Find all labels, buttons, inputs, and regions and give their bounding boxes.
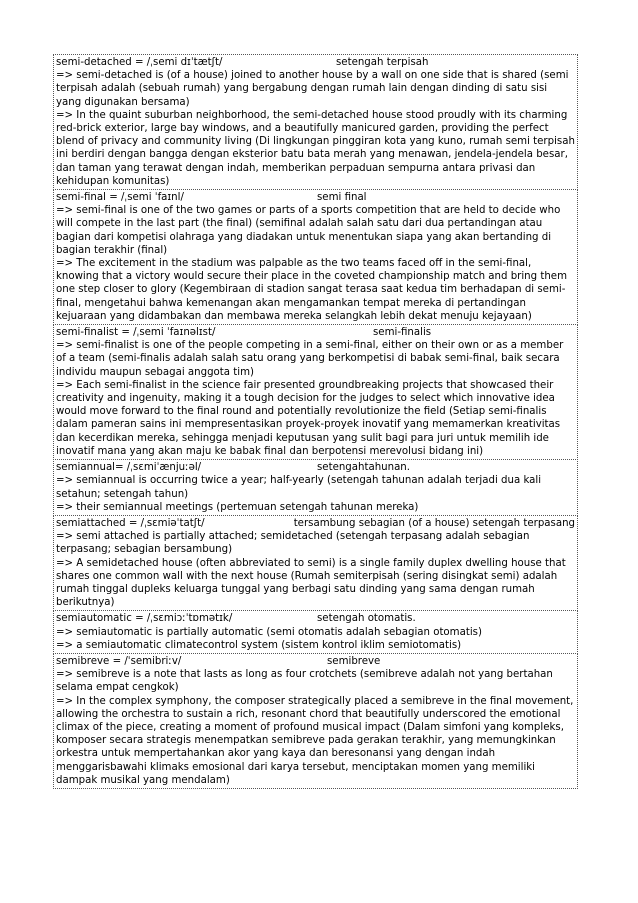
entry-header <box>56 517 575 530</box>
headword: semi-final = /ˌsemi ˈfaɪnl/ <box>56 192 184 204</box>
definition: => semiannual is occurring twice a year; half-yearly (setengah tahunan adalah terjadi dua kali setahun; setengah tahun) <box>56 475 542 500</box>
translation: setengahtahunan. <box>317 462 411 474</box>
entry-semiautomatic <box>53 610 578 654</box>
headword: semiautomatic = /ˌsɛmiɔːˈtɒmətɪk/ <box>56 613 233 625</box>
dictionary-entries <box>53 55 578 789</box>
entry-header <box>56 191 575 204</box>
entry-semiannual <box>53 459 578 516</box>
translation: tersambung sebagian (of a house) setengah terpasang <box>293 517 575 529</box>
definition: => semi-final is one of the two games or parts of a sports competition that are held to decide who will compete in the last part (the final) (semifinal adalah salah satu dari dua pertandingan atau bagian dari kompetisi olahraga yang diadakan untuk menentukan siapa yang akan bertanding di bagian terakhir (final) <box>56 205 561 256</box>
headword: semibreve = /ˈsemibriːv/ <box>56 655 182 667</box>
definition: => semiautomatic is partially automatic (semi otomatis adalah sebagian otomatis) <box>56 626 482 638</box>
example: => Each semi-finalist in the science fair presented groundbreaking projects that showcased their creativity and ingenuity, making it a tough decision for the judges to select which innovative idea would move forward to the final round and potentially revolutionize the field (Setiap semi-finalis dalam pameran sains ini mempresentasikan proyek-proyek inovatif yang memamerkan kreativitas dan kecerdikan mereka, sehingga menjadi keputusan yang sulit bagi para juri untuk memilih ide inovatif mana yang akan maju ke babak final dan berpotensi merevolusi bidang ini) <box>56 379 561 457</box>
entry-header <box>56 326 575 339</box>
definition: => semi-detached is (of a house) joined to another house by a wall on one side that is shared (semi terpisah adalah (sebuah rumah) yang bergabung dengan rumah lain dengan dinding di satu sisi yang digunakan bersama) <box>56 70 569 108</box>
entry-semi-detached <box>53 54 578 190</box>
definition: => semi attached is partially attached; semidetached (setengah terpasang adalah sebagian terpasang; sebagian bersambung) <box>56 531 530 556</box>
definition: => semi-finalist is one of the people competing in a semi-final, either on their own or as a member of a team (semi-finalis adalah salah satu orang yang berkompetisi di babak semi-final, baik secara individu maupun sebagai anggota tim) <box>56 340 564 378</box>
entry-semi-finalist <box>53 324 578 460</box>
entry-header <box>56 56 575 69</box>
translation: semi-finalis <box>373 327 432 339</box>
entry-header <box>56 612 575 625</box>
headword: semiannual= /ˌsɛmiˈænjuːəl/ <box>56 462 202 474</box>
example: => In the quaint suburban neighborhood, the semi-detached house stood proudly with its charming red-brick exterior, large bay windows, and a beautifully manicured garden, providing the perfect blend of privacy and community living (Di lingkungan pinggiran kota yang kuno, rumah semi terpisah ini berdiri dengan bangga dengan eksterior batu bata merah yang menawan, jendela-jendela besar, dan taman yang terawat dengan indah, memberikan perpaduan sempurna antara privasi dan kehidupan komunitas) <box>56 109 575 187</box>
headword: semi-detached = /ˌsemi dɪˈtætʃt/ <box>56 57 223 68</box>
definition: => semibreve is a note that lasts as long as four crotchets (semibreve adalah not yang bertahan selama empat cengkok) <box>56 669 553 694</box>
entry-header <box>56 461 575 474</box>
entry-semibreve <box>53 653 578 789</box>
entry-header <box>56 655 575 668</box>
example: => A semidetached house (often abbreviated to semi) is a single family duplex dwelling house that shares one common wall with the next house (Rumah semiterpisah (sering disingkat semi) adalah rumah tinggal dupleks keluarga tunggal yang berbagi satu dinding yang sama dengan rumah berikutnya) <box>56 557 566 609</box>
example: => their semiannual meetings (pertemuan setengah tahunan mereka) <box>56 501 419 513</box>
translation: semibreve <box>327 655 381 667</box>
entry-semi-final <box>53 189 578 325</box>
translation: setengah terpisah <box>336 57 429 68</box>
example: => In the complex symphony, the composer strategically placed a semibreve in the final movement, allowing the orchestra to sustain a rich, resonant chord that beautifully underscored the emotional climax of the piece, creating a moment of profound musical impact (Dalam simfoni yang kompleks, komposer secara strategis menempatkan semibreve pada gerakan terakhir, yang memungkinkan orkestra untuk mempertahankan akor yang kaya dan beresonansi yang dengan indah menggarisbawahi klimaks emosional dari karya tersebut, menciptakan momen yang memiliki dampak musikal yang mendalam) <box>56 695 574 786</box>
translation: setengah otomatis. <box>317 613 416 625</box>
translation: semi final <box>317 192 367 204</box>
example: => a semiautomatic climatecontrol system (sistem kontrol iklim semiotomatis) <box>56 639 462 651</box>
example: => The excitement in the stadium was palpable as the two teams faced off in the semi-final, knowing that a victory would secure their place in the coveted championship match and bring them one step closer to glory (Kegembiraan di stadion sangat terasa saat kedua tim berhadapan di semi-final, mengetahui bahwa kemenangan akan mengamankan tempat mereka di pertandingan kejuaraan yang didambakan dan membawa mereka selangkah lebih dekat menuju kejayaan) <box>56 258 567 322</box>
headword: semi-finalist = /ˌsemi ˈfaɪnəlɪst/ <box>56 327 216 339</box>
headword: semiattached = /ˌsɛmiəˈtatʃt/ <box>56 517 205 529</box>
entry-semiattached <box>53 515 578 611</box>
